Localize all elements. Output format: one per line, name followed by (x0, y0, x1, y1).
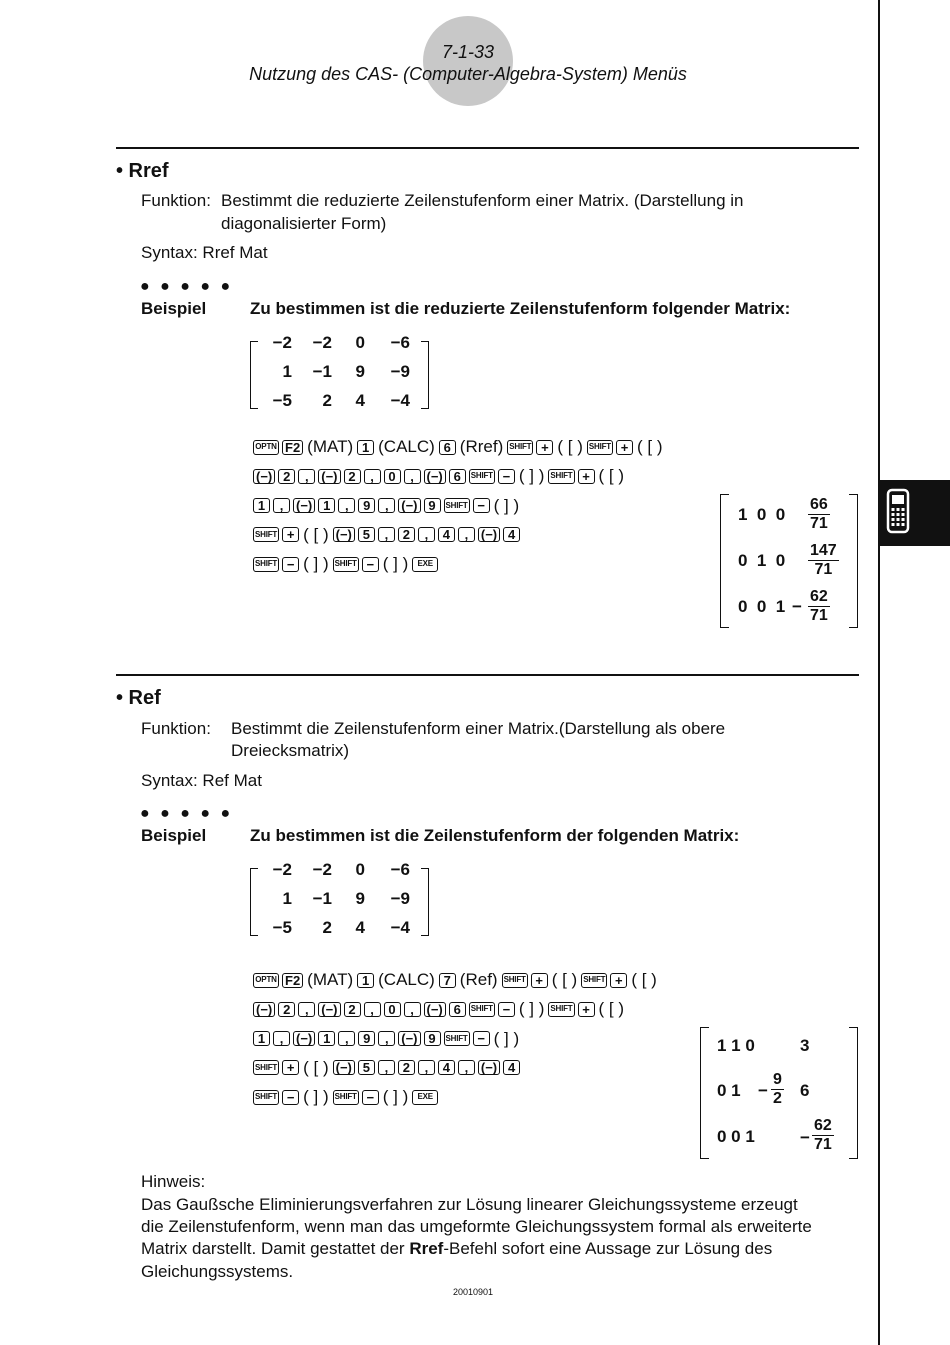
calculator-key: F2 (282, 973, 303, 988)
note-text: Matrix darstellt. Damit gestattet der (141, 1239, 410, 1258)
calculator-key: SHIFT (587, 440, 613, 455)
calculator-key: (−) (253, 469, 275, 484)
calculator-key: 9 (358, 498, 375, 513)
rref-example-label: Beispiel (141, 299, 207, 318)
calculator-key: − (282, 557, 299, 572)
key-annotation: ( [ ) (303, 524, 329, 544)
margin-line (878, 0, 880, 1345)
calculator-key: (−) (478, 1060, 500, 1075)
matrix-cell: −1 (312, 362, 332, 381)
calculator-key: SHIFT (253, 1060, 279, 1075)
footer-code: 20010901 (452, 1287, 494, 1297)
matrix-cell: −2 (312, 333, 332, 352)
key-annotation: ( [ ) (303, 1057, 329, 1077)
matrix-cell: 1 (282, 889, 292, 908)
calculator-key: F2 (282, 440, 303, 455)
result-row (738, 542, 839, 579)
calculator-key: − (282, 1090, 299, 1105)
matrix-cell: −9 (390, 362, 410, 381)
rref-result-matrix (720, 494, 858, 628)
matrix-cell: 9 (355, 362, 365, 381)
calculator-key: (−) (424, 1002, 446, 1017)
calculator-key: SHIFT (548, 469, 574, 484)
ref-result-matrix (700, 1027, 858, 1159)
key-annotation: ( [ ) (557, 437, 583, 456)
calculator-key: − (362, 1090, 379, 1105)
calculator-key: EXE (412, 557, 438, 572)
key-annotation: (Ref) (459, 970, 498, 989)
ref-result-row3-a: 0 0 1 (717, 1127, 755, 1146)
key-annotation: ( ] ) (382, 554, 409, 574)
calculator-key: SHIFT (469, 1002, 495, 1017)
key-annotation: ( ] ) (303, 1087, 329, 1107)
rref-function-text: Bestimmt die reduzierte Zeilenstufenform einer Matrix. (Darstellung in (221, 191, 744, 210)
result-fraction (808, 542, 839, 579)
fraction-numerator: 66 (810, 496, 828, 513)
ref-syntax: Syntax: Ref Mat (141, 771, 262, 790)
section-divider (116, 147, 859, 149)
ref-result-row2-sign: − (758, 1081, 768, 1100)
calculator-key: 9 (358, 1031, 375, 1046)
result-prefix: 1 0 0 (738, 504, 786, 524)
key-line (253, 999, 625, 1019)
ref-function-label: Funktion: (141, 719, 211, 738)
result-sign: − (792, 596, 802, 616)
calculator-key: SHIFT (444, 498, 470, 513)
matrix-right-bracket (421, 341, 429, 409)
calculator-key: 0 (384, 469, 401, 484)
ref-input-matrix (250, 860, 430, 938)
matrix-cell: −5 (272, 918, 292, 937)
fraction-denominator: 2 (773, 1090, 782, 1107)
key-line (253, 970, 658, 990)
matrix-cell: 1 (282, 362, 292, 381)
note-line: Das Gaußsche Eliminierungsverfahren zur Lösung linearer Gleichungssysteme erzeugt (141, 1195, 798, 1214)
calculator-key: SHIFT (253, 527, 279, 542)
ref-result-row2-b: 6 (800, 1081, 810, 1100)
page-number: 7-1-33 (441, 42, 495, 62)
fraction-numerator: 62 (810, 588, 828, 605)
calculator-key: 5 (358, 1060, 375, 1075)
calculator-key: 9 (424, 498, 441, 513)
rref-function-text-2: diagonalisierter Form) (221, 214, 387, 233)
calculator-key: EXE (412, 1090, 438, 1105)
calculator-key: − (362, 557, 379, 572)
fraction-denominator: 71 (814, 1136, 832, 1153)
calculator-key: + (610, 973, 627, 988)
key-annotation: (MAT) (307, 437, 354, 456)
calculator-key: , (458, 527, 475, 542)
calculator-key: , (404, 469, 421, 484)
calculator-key: , (298, 469, 315, 484)
calculator-key: (−) (398, 498, 420, 513)
calculator-key: 2 (344, 1002, 361, 1017)
calculator-key: + (578, 1002, 595, 1017)
key-annotation: (CALC) (378, 970, 435, 989)
calculator-key: + (531, 973, 548, 988)
key-annotation: (CALC) (378, 437, 435, 456)
note-bold-text: Rref (409, 1239, 444, 1258)
result-fraction (808, 496, 830, 533)
matrix-cell: −5 (272, 391, 292, 410)
fraction-numerator: 147 (810, 542, 837, 559)
note-line (141, 1238, 772, 1260)
calculator-key: SHIFT (253, 1090, 279, 1105)
result-prefix: 0 1 0 (738, 550, 786, 570)
ref-result-row1-b: 3 (800, 1036, 810, 1055)
matrix-cell: −1 (312, 889, 332, 908)
calculator-key: , (273, 1031, 290, 1046)
matrix-cell: 9 (355, 889, 365, 908)
calculator-key: , (364, 1002, 381, 1017)
calculator-key: 7 (439, 973, 456, 988)
key-annotation: ( ] ) (382, 1087, 409, 1107)
ref-result-row1-a: 1 1 0 (717, 1036, 755, 1055)
calculator-key: 1 (253, 498, 270, 513)
note-text: -Befehl sofort eine Aussage zur Lösung des (443, 1239, 773, 1258)
fraction-numerator: 9 (773, 1071, 782, 1088)
matrix-cell: −6 (390, 333, 410, 352)
calculator-key: SHIFT (502, 973, 528, 988)
calculator-key: SHIFT (444, 1031, 470, 1046)
key-line (253, 496, 520, 516)
key-annotation: (Rref) (459, 437, 504, 456)
ref-example-label: Beispiel (141, 826, 207, 845)
key-annotation: ( [ ) (631, 970, 657, 989)
calculator-key: 9 (424, 1031, 441, 1046)
key-annotation: (MAT) (307, 970, 354, 989)
key-line (253, 466, 625, 486)
key-line (253, 437, 664, 457)
fraction-denominator: 71 (810, 607, 828, 624)
matrix-cell: −6 (390, 860, 410, 879)
key-line (253, 1029, 520, 1049)
calculator-key: SHIFT (469, 469, 495, 484)
calculator-key: 2 (398, 1060, 415, 1075)
key-annotation: ( ] ) (518, 466, 545, 486)
ref-function-text-2: Dreiecksmatrix) (231, 741, 350, 760)
calculator-key: , (458, 1060, 475, 1075)
chapter-title: Nutzung des CAS- (Computer-Algebra-System) Menüs (249, 64, 687, 84)
calculator-key: + (578, 469, 595, 484)
key-annotation: ( [ ) (637, 437, 663, 456)
ref-function-text: Bestimmt die Zeilenstufenform einer Matrix.(Darstellung als obere (231, 719, 726, 738)
key-line (253, 1058, 520, 1078)
note-line: die Zeilenstufenform, wenn man das umgeformte Gleichungssystem formal als erweiterte (141, 1217, 812, 1236)
calculator-key: (−) (424, 469, 446, 484)
calculator-key: , (338, 498, 355, 513)
calculator-key: + (282, 527, 299, 542)
calculator-key: (−) (253, 1002, 275, 1017)
chapter-tab (880, 480, 950, 546)
matrix-cell: 4 (355, 391, 365, 410)
key-annotation: ( ] ) (493, 495, 520, 515)
calculator-key: 4 (503, 527, 520, 542)
calculator-key: SHIFT (548, 1002, 574, 1017)
calculator-key: + (282, 1060, 299, 1075)
ref-result-row2-a: 0 1 (717, 1081, 741, 1100)
calculator-key: , (378, 498, 395, 513)
result-row (738, 588, 830, 625)
calculator-key: , (273, 498, 290, 513)
calculator-key: , (404, 1002, 421, 1017)
key-line (253, 554, 438, 574)
calculator-key: 0 (384, 1002, 401, 1017)
calculator-key: − (498, 469, 515, 484)
key-annotation: ( ] ) (493, 1028, 520, 1048)
calculator-key: − (473, 1031, 490, 1046)
note-line: Gleichungssystems. (141, 1262, 294, 1281)
calculator-icon (880, 480, 950, 546)
calculator-key: 2 (278, 469, 295, 484)
calculator-key: 4 (438, 1060, 455, 1075)
rref-function-label: Funktion: (141, 191, 211, 210)
ref-result-row3-frac (812, 1117, 834, 1154)
matrix-cell: 2 (322, 391, 332, 410)
calculator-key: , (338, 1031, 355, 1046)
key-annotation: ( ] ) (518, 999, 545, 1019)
example-dots: ● ● ● ● ● (140, 805, 234, 822)
calculator-key: , (298, 1002, 315, 1017)
calculator-key: (−) (318, 1002, 340, 1017)
result-row (738, 496, 830, 533)
calculator-key: (−) (293, 498, 315, 513)
matrix-cell: −4 (390, 918, 410, 937)
calculator-key: SHIFT (253, 557, 279, 572)
ref-title: • Ref (116, 687, 161, 709)
fraction-denominator: 71 (810, 515, 828, 532)
result-fraction (808, 588, 830, 625)
calculator-key: − (473, 498, 490, 513)
note-label: Hinweis: (141, 1172, 206, 1191)
key-annotation: ( [ ) (598, 466, 624, 486)
calculator-key: SHIFT (333, 1090, 359, 1105)
rref-title: • Rref (116, 160, 169, 182)
calculator-key: 5 (358, 527, 375, 542)
calculator-key: 1 (318, 498, 335, 513)
calculator-key: 2 (278, 1002, 295, 1017)
calculator-key: , (378, 1031, 395, 1046)
calculator-key: (−) (293, 1031, 315, 1046)
calculator-key: , (364, 469, 381, 484)
rref-syntax: Syntax: Rref Mat (141, 243, 268, 262)
matrix-cell: −2 (272, 333, 292, 352)
calculator-key: (−) (478, 527, 500, 542)
calculator-key: , (378, 527, 395, 542)
calculator-key: (−) (398, 1031, 420, 1046)
key-line (253, 525, 520, 545)
section-divider (116, 674, 859, 676)
calculator-key: 2 (344, 469, 361, 484)
key-annotation: ( ] ) (303, 554, 329, 574)
key-line (253, 1087, 438, 1107)
calculator-key: (−) (318, 469, 340, 484)
matrix-cell: −4 (390, 391, 410, 410)
calculator-key: SHIFT (581, 973, 607, 988)
calculator-key: 1 (357, 440, 374, 455)
calculator-key: (−) (333, 1060, 355, 1075)
fraction-denominator: 71 (814, 561, 833, 578)
ref-example-text: Zu bestimmen ist die Zeilenstufenform der folgenden Matrix: (250, 826, 740, 845)
calculator-key: 4 (438, 527, 455, 542)
calculator-key: , (418, 527, 435, 542)
rref-example-text: Zu bestimmen ist die reduzierte Zeilenstufenform folgender Matrix: (250, 299, 791, 318)
calculator-key: 4 (503, 1060, 520, 1075)
key-annotation: ( [ ) (551, 970, 578, 989)
key-annotation: ( [ ) (598, 999, 624, 1019)
calculator-key: 2 (398, 527, 415, 542)
matrix-cell: −2 (312, 860, 332, 879)
calculator-key: + (616, 440, 633, 455)
calculator-key: SHIFT (333, 557, 359, 572)
matrix-right-bracket (421, 868, 429, 936)
calculator-key: + (536, 440, 553, 455)
matrix-cell: −2 (272, 860, 292, 879)
calculator-key: 1 (253, 1031, 270, 1046)
calculator-key: , (418, 1060, 435, 1075)
matrix-cell: 0 (355, 860, 365, 879)
calculator-key: 1 (318, 1031, 335, 1046)
example-dots: ● ● ● ● ● (140, 278, 234, 295)
rref-input-matrix (250, 333, 430, 411)
matrix-cell: 0 (355, 333, 365, 352)
matrix-cell: 4 (355, 918, 365, 937)
calculator-key: 6 (449, 469, 466, 484)
calculator-key: − (498, 1002, 515, 1017)
fraction-numerator: 62 (814, 1117, 832, 1134)
ref-result-row3-sign: − (800, 1128, 810, 1147)
calculator-key: 1 (357, 973, 374, 988)
calculator-key: , (378, 1060, 395, 1075)
calculator-key: OPTN (253, 973, 279, 988)
calculator-key: 6 (449, 1002, 466, 1017)
calculator-key: 6 (439, 440, 456, 455)
result-prefix: 0 0 1 (738, 596, 786, 616)
ref-result-row2-frac (771, 1071, 784, 1108)
matrix-cell: 2 (322, 918, 332, 937)
calculator-key: OPTN (253, 440, 279, 455)
calculator-key: (−) (333, 527, 355, 542)
matrix-cell: −9 (390, 889, 410, 908)
calculator-key: SHIFT (507, 440, 533, 455)
